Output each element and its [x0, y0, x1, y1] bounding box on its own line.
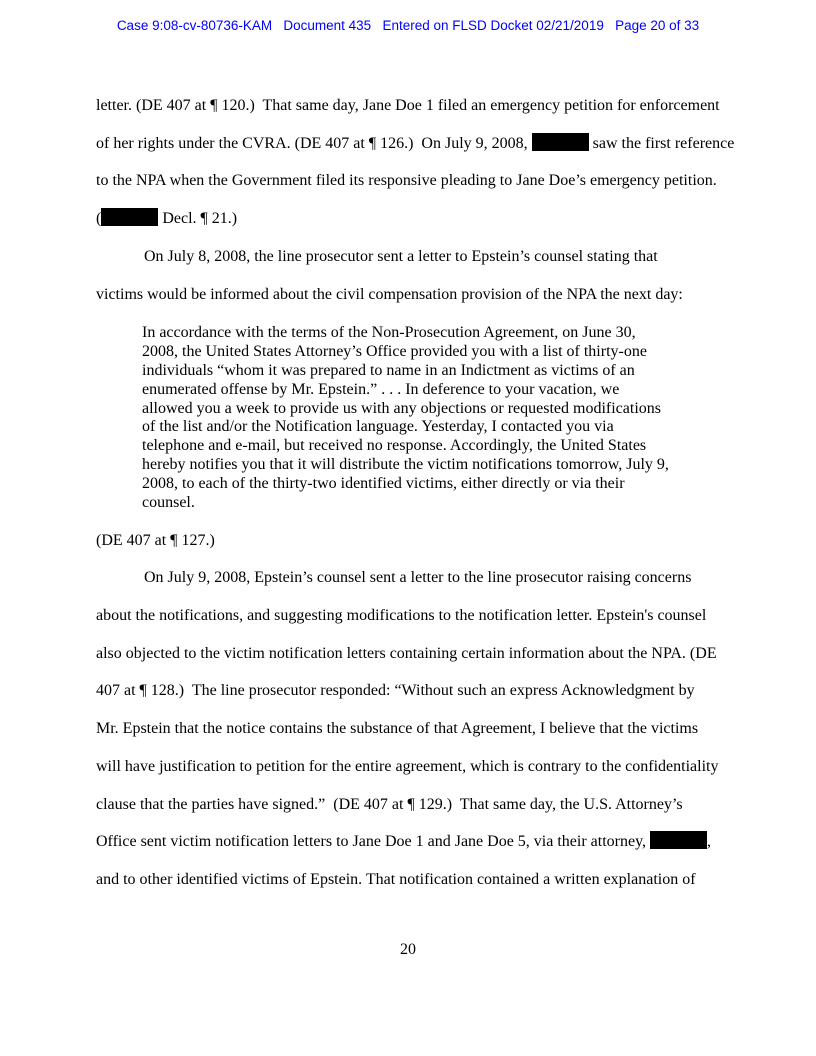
redaction-box [650, 831, 707, 849]
text-segment: Office sent victim notification letters to Jane Doe 1 and Jane Doe 5, via their attorney, [96, 833, 651, 851]
text-line [96, 823, 728, 861]
text-line [96, 200, 728, 238]
quote-line: 2008, the United States Attorney’s Office provided you with a list of thirty-one [142, 343, 647, 361]
text-line: Mr. Epstein that the notice contains the substance of that Agreement, I believe that the victims [96, 720, 699, 738]
quote-line: 2008, to each of the thirty-two identified victims, either directly or via their [142, 474, 625, 492]
text-segment: Decl. ¶ 21.) [158, 210, 238, 228]
redaction-box [101, 208, 158, 226]
text-line: to the NPA when the Government filed its responsive pleading to Jane Doe’s emergency petition. [96, 172, 717, 190]
quote-line: allowed you a week to provide us with any objections or requested modifications [142, 399, 661, 417]
quote-line: hereby notifies you that it will distribute the victim notifications tomorrow, July 9, [142, 456, 669, 474]
quote-line: telephone and e-mail, but received no response. Accordingly, the United States [142, 437, 647, 455]
citation-line: (DE 407 at ¶ 127.) [96, 531, 215, 549]
court-header-stamp: Case 9:08-cv-80736-KAM Document 435 Entered on FLSD Docket 02/21/2019 Page 20 of 33 [116, 18, 700, 33]
text-segment: of her rights under the CVRA. (DE 407 at ¶ 126.) On July 9, 2008, [96, 134, 532, 152]
text-line: victims would be informed about the civil compensation provision of the NPA the next day: [96, 285, 683, 303]
quote-line: In accordance with the terms of the Non-Prosecution Agreement, on June 30, [142, 324, 636, 342]
quote-line: of the list and/or the Notification language. Yesterday, I contacted you via [142, 418, 614, 436]
page-number: 20 [400, 941, 416, 958]
text-line: also objected to the victim notification letters containing certain information about the NPA. (DE [96, 644, 717, 662]
text-line: On July 9, 2008, Epstein’s counsel sent a letter to the line prosecutor raising concerns [144, 569, 692, 587]
text-segment: ( [96, 210, 102, 228]
quote-line: enumerated offense by Mr. Epstein.” . . . In deference to your vacation, we [142, 380, 620, 398]
quote-line: individuals “whom it was prepared to name in an Indictment as victims of an [142, 361, 635, 379]
text-line: On July 8, 2008, the line prosecutor sent a letter to Epstein’s counsel stating that [144, 247, 658, 265]
text-line: 407 at ¶ 128.) The line prosecutor responded: “Without such an express Acknowledgment by [96, 682, 695, 700]
quote-line: counsel. [142, 493, 195, 511]
body-text [96, 87, 735, 899]
text-line: will have justification to petition for the entire agreement, which is contrary to the confidentiality [96, 757, 719, 775]
text-segment: , [707, 833, 712, 851]
text-line [96, 125, 735, 163]
text-line: clause that the parties have signed.” (DE 407 at ¶ 129.) That same day, the U.S. Attorney’s [96, 795, 683, 813]
text-line: about the notifications, and suggesting modifications to the notification letter. Epstein's counsel [96, 607, 707, 625]
block-quote [142, 324, 678, 512]
text-segment: saw the first reference [588, 134, 735, 152]
text-line: and to other identified victims of Epstein. That notification contained a written explanation of [96, 870, 696, 888]
text-line: letter. (DE 407 at ¶ 120.) That same day, Jane Doe 1 filed an emergency petition for enforcement [96, 97, 720, 114]
redaction-box [532, 133, 589, 151]
